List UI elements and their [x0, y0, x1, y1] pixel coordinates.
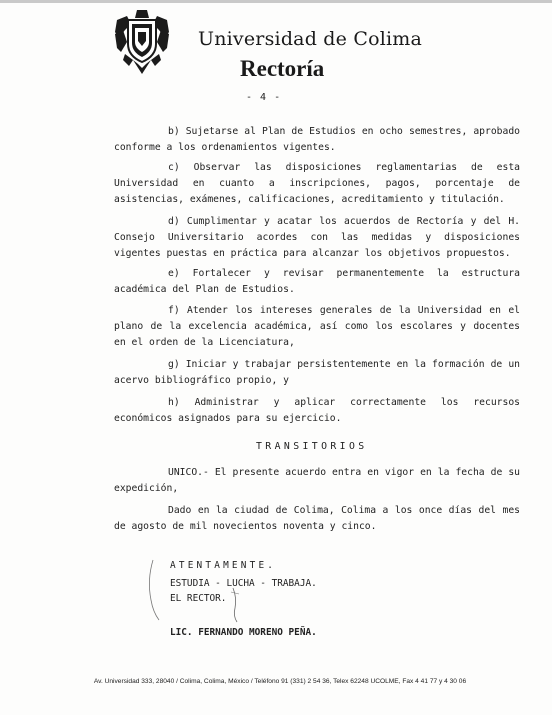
closing-atentamente: ATENTAMENTE.: [170, 560, 277, 571]
paragraph-d: d) Cumplimentar y acatar los acuerdos de Rectoría y del H. Consejo Universitario acordes con las medidas y disposiciones vigentes puestas en práctica para alcanzar los objetivos propuestos.: [114, 216, 520, 259]
paragraph-b: b) Sujetarse al Plan de Estudios en ocho semestres, aprobado conforme a los ordenamientos vigentes.: [114, 126, 520, 153]
paragraph-g: g) Iniciar y trabajar persistentemente en la formación de un acervo bibliográfico propio, y: [114, 359, 520, 386]
paragraph-c: c) Observar las disposiciones reglamentarias de esta Universidad en cuanto a inscripciones, pagos, porcentaje de asistencias, exámenes, calificaciones, acreditamiento y titulación.: [114, 162, 520, 205]
transitorios-heading: TRANSITORIOS: [256, 441, 368, 452]
letterhead-footer: Av. Universidad 333, 28040 / Colima, Colima, México / Teléfono 91 (331) 2 54 36, Telex 62248 UCOLME, Fax 4 41 77 y 4 30 06: [93, 678, 467, 685]
paragraph-h: h) Administrar y aplicar correctamente los recursos económicos asignados para su ejercicio.: [114, 397, 520, 424]
office-title: Rectoría: [240, 56, 325, 81]
university-name: Universidad de Colima: [198, 28, 423, 50]
signer-name: LIC. FERNANDO MORENO PEÑA.: [170, 627, 317, 638]
dado-paragraph: Dado en la ciudad de Colima, Colima a los once días del mes de agosto de mil novecientos noventa y cinco.: [114, 505, 520, 532]
signer-role: EL RECTOR.: [170, 593, 227, 604]
unico-paragraph: UNICO.- El presente acuerdo entra en vigor en la fecha de su expedición,: [114, 467, 520, 494]
university-motto: ESTUDIA - LUCHA - TRABAJA.: [170, 578, 317, 589]
paragraph-e: e) Fortalecer y revisar permanentemente la estructura académica del Plan de Estudios.: [114, 268, 520, 295]
paragraph-f: f) Atender los intereses generales de la Universidad en el plano de la excelencia académica, así como los escolares y docentes en el orden de la Licenciatura,: [114, 305, 520, 348]
scan-edge: [0, 0, 552, 3]
university-crest-logo: [113, 8, 171, 76]
page-number: - 4 -: [246, 92, 282, 103]
